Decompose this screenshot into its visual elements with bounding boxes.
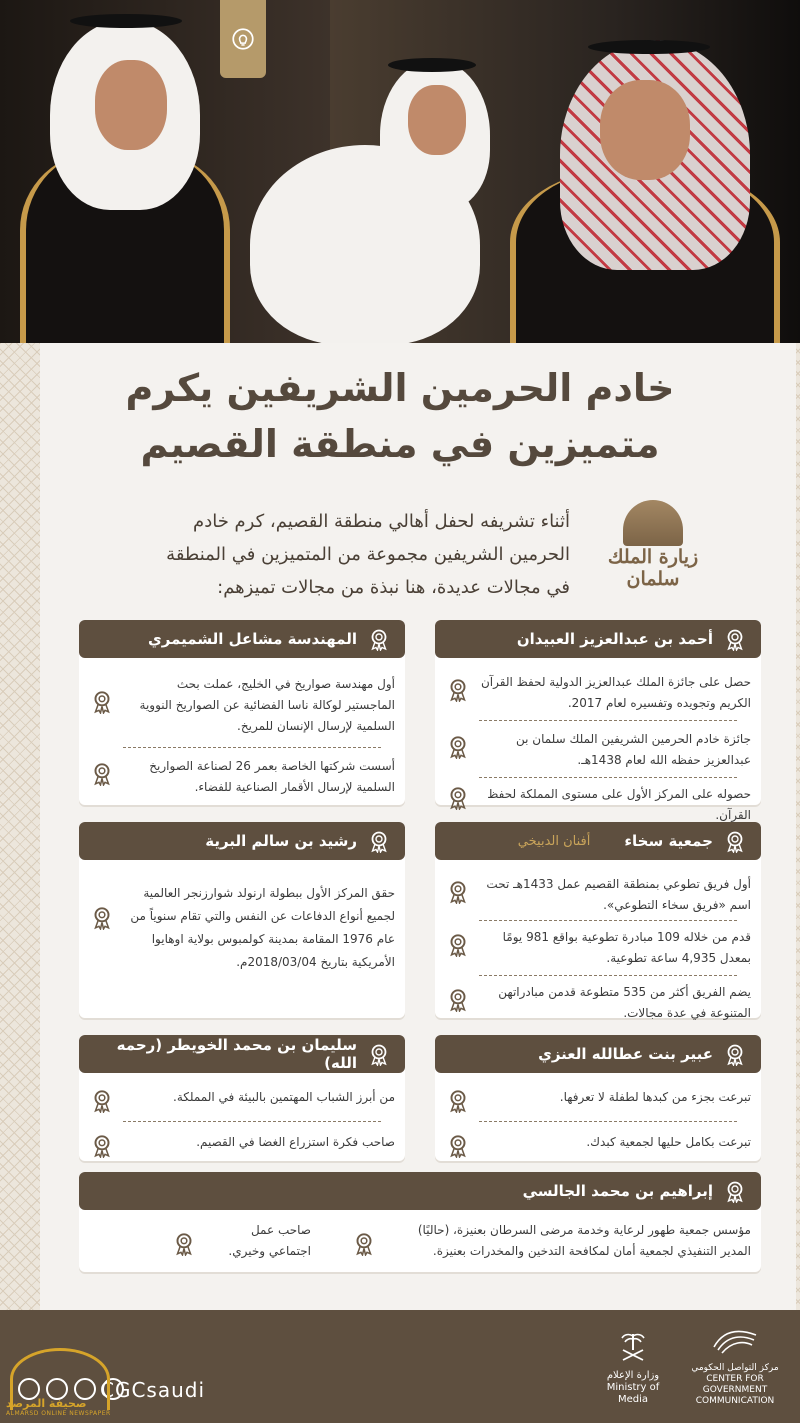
list-item: قدم من خلاله 109 مبادرة تطوعية بواقع 981 يومًا بمعدل 4,935 ساعة تطوعية. [435, 927, 761, 969]
ribbon-medal-icon [89, 1132, 115, 1158]
medal-icon [723, 1179, 747, 1203]
ribbon-medal-icon [351, 1230, 377, 1256]
card-sakhaa [435, 822, 761, 1018]
card-name: إبراهيم بن محمد الجالسي [522, 1182, 713, 1200]
medal-icon [723, 1042, 747, 1066]
page-title [120, 360, 680, 472]
visit-logo-line-1: زيارة الملك [607, 546, 699, 568]
list-item: أول مهندسة صواريخ في الخليج، عملت بحث الماجستير لوكالة ناسا الفضائية عن الصواريخ النووية السلمية لإرسال الإنسان للمريخ. [79, 668, 405, 737]
card-name: جمعية سخاء [624, 832, 713, 850]
social-handle[interactable]: CGCsaudi [100, 1378, 206, 1402]
card-sulaiman [79, 1035, 405, 1161]
hero-photo [0, 0, 800, 343]
ribbon-medal-icon [445, 1132, 471, 1158]
cgc-wave-icon [710, 1325, 760, 1355]
ribbon-medal-icon [89, 760, 115, 786]
ribbon-medal-icon [445, 676, 471, 702]
ministry-of-media-logo [598, 1330, 668, 1406]
title-line-2: متميزين في منطقة القصيم [140, 422, 660, 466]
medal-icon [723, 829, 747, 853]
card-name: المهندسة مشاعل الشميمري [148, 630, 357, 648]
title-line-1: خادم الحرمين الشريفين يكرم [125, 366, 675, 410]
divider [479, 975, 737, 976]
decorative-edge-right [796, 343, 800, 1310]
card-name: رشيد بن سالم البرية [205, 832, 357, 850]
lightbulb-badge [220, 0, 266, 78]
list-item: حصل على جائزة الملك عبدالعزيز الدولية لحفظ القرآن الكريم وتجويده وتفسيره لعام 2017. [435, 668, 761, 714]
cgc-logo [680, 1325, 790, 1407]
divider [123, 747, 381, 748]
list-item: أسست شركتها الخاصة بعمر 26 لصناعة الصواريخ السلمية لإرسال الأقمار الصناعية للفضاء. [79, 756, 405, 798]
watermark-subtext: ALMARSD ONLINE NEWSPAPER [6, 1410, 111, 1417]
card-header [79, 822, 405, 860]
list-item: أول فريق تطوعي بمنطقة القصيم عمل 1433هـ تحت اسم «فريق سخاء التطوعي». [435, 870, 761, 916]
medal-icon [723, 627, 747, 651]
lightbulb-icon [230, 26, 256, 52]
list-item: من أبرز الشباب المهتمين بالبيئة في المملكة. [79, 1083, 405, 1113]
palm-swords-icon [618, 1330, 648, 1364]
intro-text: أثناء تشريفه لحفل أهالي منطقة القصيم، كرم خادم الحرمين الشريفين مجموعة من المتميزين في المنطقة في مجالات عديدة، هنا نبذة من مجالات تميزهم: [166, 511, 570, 598]
king-salman-visit-logo [598, 500, 708, 600]
ribbon-medal-icon [445, 784, 471, 810]
ribbon-medal-icon [445, 986, 471, 1012]
card-mashael [79, 620, 405, 805]
divider [479, 1121, 737, 1122]
ribbon-medal-icon [89, 688, 115, 714]
card-header [79, 1172, 761, 1210]
list-item: جائزة خادم الحرمين الشريفين الملك سلمان بن عبدالعزيز حفظه الله لعام 1438هـ. [435, 729, 761, 771]
card-ibrahim [79, 1172, 761, 1272]
ribbon-medal-icon [445, 733, 471, 759]
figure-middle-agal [388, 58, 476, 72]
card-header [79, 1035, 405, 1073]
divider [479, 720, 737, 721]
medal-icon [367, 1042, 391, 1066]
figure-left-agal [70, 14, 182, 28]
list-item: صاحب فكرة استزراع الغضا في القصيم. [79, 1132, 405, 1158]
list-item: حصوله على المركز الأول على مستوى المملكة لحفظ القرآن. [435, 784, 761, 826]
list-item: يضم الفريق أكثر من 535 متطوعة قدمن مبادراتهن المتنوعة في عدة مجالات. [435, 982, 761, 1024]
card-abeer [435, 1035, 761, 1161]
list-item: تبرعت بجزء من كبدها لطفلة لا تعرفها. [435, 1083, 761, 1113]
figure-right-face [600, 80, 690, 180]
king-portrait-icon [623, 500, 683, 546]
divider [479, 777, 737, 778]
list-item: مؤسس جمعية طهور لرعاية وخدمة مرضى السرطان بعنيزة، (حاليًا) المدير التنفيذي لجمعية أمان لمكافحة التدخين والمخدرات بعنيزة. [341, 1220, 761, 1262]
ribbon-medal-icon [445, 878, 471, 904]
ribbon-medal-icon [445, 931, 471, 957]
divider [123, 1121, 381, 1122]
card-name: أحمد بن عبدالعزيز العبيدان [516, 630, 713, 648]
watermark-text: صحيفة المرصد [6, 1397, 87, 1410]
decorative-pattern-left [0, 343, 40, 1310]
visit-logo-line-2: سلمان [626, 568, 680, 590]
center-name-ar: مركز التواصل الحكومي [691, 1363, 779, 1373]
divider [479, 920, 737, 921]
figure-right-agal [588, 40, 710, 54]
figure-middle-face [408, 85, 466, 155]
list-item: تبرعت بكامل حليها لجمعية كبدك. [435, 1132, 761, 1158]
card-header [435, 620, 761, 658]
ministry-name-ar: وزارة الإعلام [606, 1370, 660, 1381]
figure-left-face [95, 60, 167, 150]
card-name: عبير بنت عطالله العنزي [538, 1045, 713, 1063]
ministry-name-en: Ministry of Media [606, 1382, 660, 1405]
list-item: صاحب عمل اجتماعي وخيري. [161, 1220, 321, 1262]
medal-icon [367, 627, 391, 651]
card-ahmed [435, 620, 761, 822]
center-name-en-1: CENTER FOR GOVERNMENT [702, 1374, 768, 1395]
ribbon-medal-icon [89, 904, 115, 930]
card-header [435, 1035, 761, 1073]
ribbon-medal-icon [89, 1087, 115, 1113]
card-header [79, 620, 405, 658]
ribbon-medal-icon [445, 1087, 471, 1113]
list-item: حقق المركز الأول ببطولة ارنولد شوارزنجر العالمية لجميع أنواع الدفاعات عن النفس والتي تقام سنوياً من عام 1976 المقامة بمدينة كولمبوس بولاية اوهايوا الأمريكية بتاريخ 2018/03/04م. [79, 870, 405, 974]
center-name-en-2: COMMUNICATION [695, 1396, 775, 1406]
card-subtitle: أفنان الدبيخي [517, 833, 591, 849]
ribbon-medal-icon [171, 1230, 197, 1256]
card-name: سليمان بن محمد الخويطر (رحمه الله) [116, 1036, 358, 1072]
card-header [435, 822, 761, 860]
card-rashid [79, 822, 405, 1018]
medal-icon [367, 829, 391, 853]
